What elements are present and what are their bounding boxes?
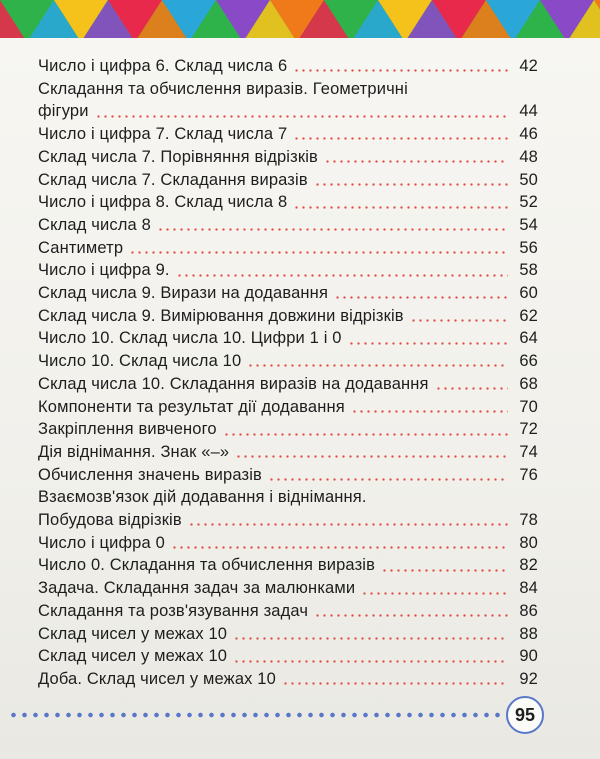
- toc-entry-title: Сантиметр: [38, 238, 124, 257]
- toc-entry: [38, 169, 538, 192]
- toc-entry-title: Число 10. Склад числа 10. Цифри 1 і 0: [38, 329, 342, 348]
- toc-entry-title: Дія віднімання. Знак «–»: [38, 442, 230, 461]
- toc-entry-page: 82: [519, 556, 538, 575]
- toc-entry-page: 46: [519, 125, 538, 144]
- toc-entry-page: 64: [519, 329, 538, 348]
- dot-leader: [282, 682, 508, 685]
- dot-leader: [95, 115, 508, 118]
- toc-entry-title: Компоненти та результат дії додавання: [38, 397, 345, 416]
- dot-leader: [334, 296, 508, 299]
- toc-entry: [38, 259, 538, 282]
- toc-entry-title: Число 0. Складання та обчислення виразів: [38, 556, 376, 575]
- toc-entry-page: 66: [519, 352, 538, 371]
- toc-entry: [38, 214, 538, 237]
- toc-entry-title: Обчислення значень виразів: [38, 465, 262, 484]
- dot-leader: [351, 410, 508, 413]
- toc-entry-title: Число і цифра 0: [38, 533, 165, 552]
- toc-entry-page: 60: [519, 284, 538, 303]
- toc-entry: [38, 532, 538, 555]
- toc-entry-title: Число і цифра 9.: [38, 261, 170, 280]
- toc-entry-page: 70: [519, 397, 538, 416]
- toc-entry-title: Склад числа 7. Порівняння відрізків: [38, 147, 318, 166]
- toc-entry: [38, 441, 538, 464]
- toc-entry-page: 92: [519, 669, 538, 688]
- toc-entry-first-line: Складання та обчислення виразів. Геометричні: [38, 79, 408, 98]
- toc-entry-page: 42: [519, 57, 538, 75]
- toc-entry: [38, 327, 538, 350]
- toc-entry: [38, 418, 538, 441]
- toc-entry: [38, 282, 538, 305]
- dot-leader: [314, 614, 508, 617]
- toc-entry-title: Склад числа 10. Складання виразів на додавання: [38, 374, 429, 393]
- dot-leader: [381, 569, 508, 572]
- toc-entry: [38, 123, 538, 146]
- dot-leader: [361, 592, 508, 595]
- toc-entry: [38, 645, 538, 668]
- toc-entry-title: Число 10. Склад числа 10: [38, 352, 242, 371]
- dot-leader: [410, 319, 508, 322]
- toc-entry-page: 84: [519, 579, 538, 598]
- colored-triangles-banner: [0, 0, 600, 42]
- toc-entry-title: Доба. Склад чисел у межах 10: [38, 669, 276, 688]
- toc-entry: [38, 577, 538, 600]
- toc-entry-title: Число і цифра 8. Склад числа 8: [38, 193, 288, 212]
- toc-entry-page: 54: [519, 215, 538, 234]
- dot-leader: [293, 137, 508, 140]
- toc-entry-title: Склад чисел у межах 10: [38, 624, 228, 643]
- toc-entry: [38, 191, 538, 214]
- dot-leader: [314, 183, 508, 186]
- toc-entry: [38, 623, 538, 646]
- toc-entry-page: 62: [519, 306, 538, 325]
- toc-entry-title: Число і цифра 6. Склад числа 6: [38, 57, 288, 75]
- toc-entry-title: Число і цифра 7. Склад числа 7: [38, 125, 288, 144]
- dot-leader: [233, 637, 508, 640]
- toc-entry-page: 80: [519, 533, 538, 552]
- dot-leader: [235, 455, 508, 458]
- page-number-badge: [506, 696, 544, 734]
- dot-leader: [129, 251, 508, 254]
- decorative-banner: [0, 0, 600, 42]
- dot-leader: [223, 433, 508, 436]
- toc-entry-page: 90: [519, 647, 538, 666]
- dot-leader: [176, 274, 508, 277]
- toc-entry-title: Склад числа 7. Складання виразів: [38, 170, 308, 189]
- toc-entry-page: 50: [519, 170, 538, 189]
- toc-entry-title: Складання та розв'язування задач: [38, 601, 309, 620]
- toc-entry: [38, 305, 538, 328]
- dot-leader: [293, 69, 508, 72]
- toc-entry-first-line: Взаємозв'язок дій додавання і віднімання.: [38, 488, 367, 507]
- toc-entry: [38, 100, 538, 123]
- toc-entry-page: 44: [519, 102, 538, 121]
- dot-leader: [293, 206, 508, 209]
- toc-entry-title: Закріплення вивченого: [38, 420, 217, 439]
- toc-entry-page: 58: [519, 261, 538, 280]
- toc-entry-title: Задача. Складання задач за малюнками: [38, 579, 356, 598]
- toc-entry-page: 68: [519, 374, 538, 393]
- dot-leader: [171, 546, 508, 549]
- dot-leader: [233, 660, 508, 663]
- toc-entry-title: Склад числа 9. Вирази на додавання: [38, 284, 329, 303]
- toc-entry-title: Склад числа 9. Вимірювання довжини відрізків: [38, 306, 404, 325]
- toc-entry: [38, 509, 538, 532]
- toc-entry: [38, 350, 538, 373]
- toc-entry: [38, 600, 538, 623]
- dot-leader: [268, 478, 508, 481]
- dot-leader: [247, 364, 508, 367]
- dot-leader: [188, 523, 508, 526]
- dot-leader: [324, 160, 508, 163]
- toc-entry-page: 56: [519, 238, 538, 257]
- toc-entry-page: 74: [519, 442, 538, 461]
- toc-entry-title: фігури: [38, 102, 89, 121]
- toc-entry-page: 88: [519, 624, 538, 643]
- table-of-contents: [38, 55, 538, 691]
- toc-entry: [38, 146, 538, 169]
- toc-entry: [38, 237, 538, 260]
- dot-leader: [157, 228, 508, 231]
- toc-entry-page: 72: [519, 420, 538, 439]
- toc-entry: [38, 55, 538, 78]
- toc-entry-title: Склад числа 8: [38, 215, 151, 234]
- toc-entry-page: 86: [519, 601, 538, 620]
- toc-entry: [38, 668, 538, 691]
- toc-entry-page: 48: [519, 147, 538, 166]
- toc-entry-page: 76: [519, 465, 538, 484]
- bottom-dotted-border: [8, 712, 500, 718]
- dot-leader: [348, 342, 508, 345]
- toc-entry-page: 78: [519, 511, 538, 530]
- toc-entry: [38, 554, 538, 577]
- toc-entry: [38, 373, 538, 396]
- toc-entry-page: 52: [519, 193, 538, 212]
- toc-entry-title: Побудова відрізків: [38, 511, 182, 530]
- dot-leader: [435, 387, 508, 390]
- toc-entry-title: Склад чисел у межах 10: [38, 647, 228, 666]
- page-number: 95: [514, 704, 536, 725]
- toc-entry: [38, 464, 538, 487]
- toc-entry: [38, 396, 538, 419]
